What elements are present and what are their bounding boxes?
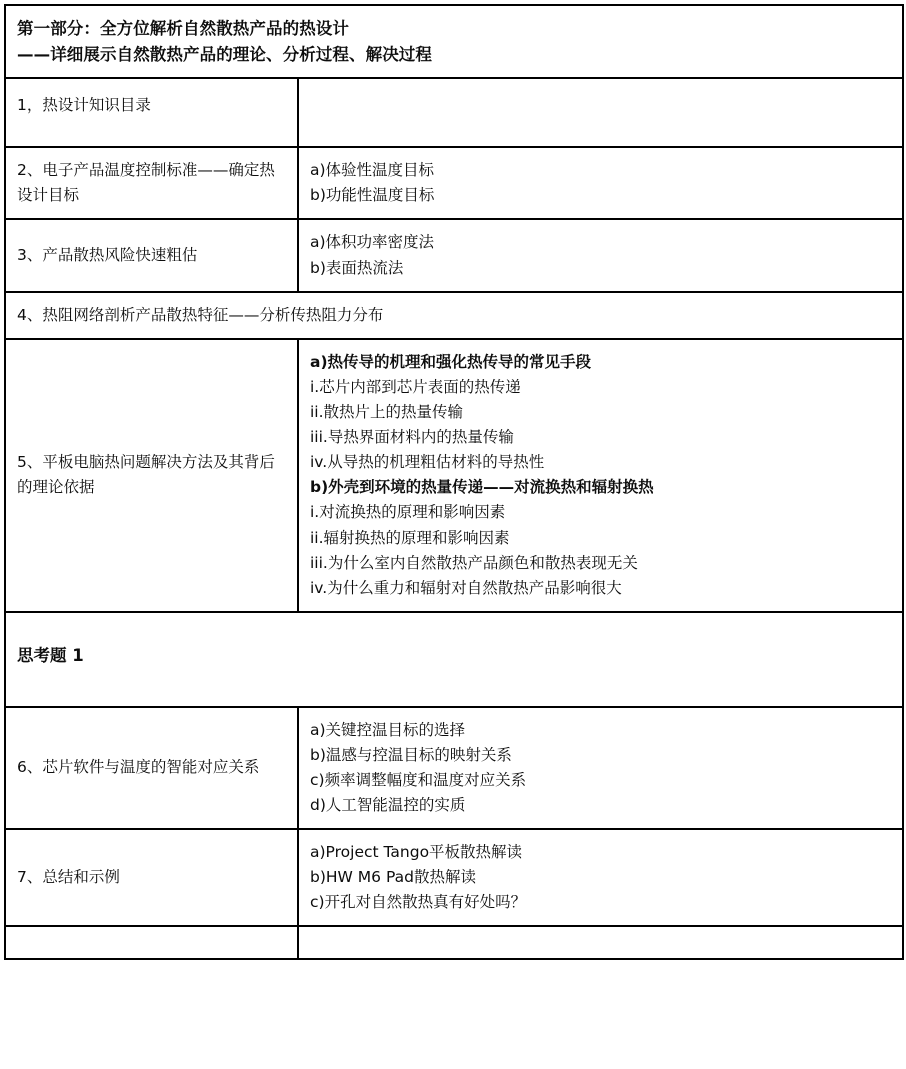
outline-item-label	[5, 926, 298, 959]
outline-item-label-text: 1，热设计知识目录	[17, 96, 151, 115]
outline-item-details	[298, 147, 903, 219]
outline-item-label-text: 3、产品散热风险快速粗估	[17, 246, 198, 264]
sub-item-list	[310, 718, 892, 818]
list-item: c)开孔对自然散热真有好处吗？	[310, 893, 527, 912]
sub-item-list	[310, 158, 892, 208]
outline-item-details	[298, 707, 903, 829]
sub-item-list	[310, 350, 892, 601]
page-title	[17, 16, 892, 67]
outline-item-label-text: 7、总结和示例	[17, 868, 120, 887]
list-item: b)功能性温度目标	[310, 186, 435, 205]
table-row	[5, 147, 903, 219]
list-item: b)温感与控温目标的映射关系	[310, 745, 512, 764]
outline-item-label-text: 5、平板电脑热问题解决方法及其背后的理论依据	[17, 453, 275, 497]
list-item: ii.散热片上的热量传输	[310, 403, 464, 421]
list-item: iv.为什么重力和辐射对自然散热产品影响很大	[310, 578, 622, 597]
title-line-main: 第一部分：全方位解析自然散热产品的热设计	[17, 19, 349, 38]
outline-item-details	[298, 926, 903, 959]
table-row	[5, 292, 903, 339]
outline-item-label	[5, 78, 298, 147]
outline-body	[5, 5, 903, 959]
outline-item-label-text: 6、芯片软件与温度的智能对应关系	[17, 758, 260, 777]
list-item: ii.辐射换热的原理和影响因素	[310, 528, 510, 547]
outline-item-label-text: 2、电子产品温度控制标准——确定热设计目标	[17, 161, 275, 205]
list-item: a)热传导的机理和强化热传导的常见手段	[310, 352, 592, 371]
list-item: c)频率调整幅度和温度对应关系	[310, 770, 527, 789]
section-heading-cell	[5, 612, 903, 707]
table-row	[5, 829, 903, 926]
table-row-clipped	[5, 926, 903, 959]
outline-item-label	[5, 829, 298, 926]
outline-item-details	[298, 219, 903, 291]
list-item: a)体验性温度目标	[310, 161, 435, 180]
outline-item-label	[5, 707, 298, 829]
outline-item-details	[298, 78, 903, 147]
list-item: b)外壳到环境的热量传递——对流换热和辐射换热	[310, 478, 654, 497]
outline-item-label	[5, 219, 298, 291]
title-row	[5, 5, 903, 78]
outline-item-details	[298, 339, 903, 612]
list-item: a)体积功率密度法	[310, 233, 435, 252]
outline-item-label-text: 4、热阻网络剖析产品散热特征——分析传热阻力分布	[17, 305, 384, 324]
list-item: iii.导热界面材料内的热量传输	[310, 428, 514, 447]
table-row	[5, 78, 903, 147]
list-item: b)HW M6 Pad散热解读	[310, 868, 476, 887]
course-outline-table	[4, 4, 904, 960]
table-row	[5, 219, 903, 291]
sub-item-list	[310, 840, 892, 915]
list-item: a)关键控温目标的选择	[310, 720, 466, 739]
list-item: b)表面热流法	[310, 258, 404, 277]
table-row	[5, 707, 903, 829]
sub-item-list	[310, 230, 892, 280]
section-heading-text: 思考题 1	[17, 645, 84, 665]
list-item: iii.为什么室内自然散热产品颜色和散热表现无关	[310, 553, 638, 572]
outline-item-details	[298, 829, 903, 926]
document-title-cell	[5, 5, 903, 78]
outline-item-label	[5, 292, 903, 339]
list-item: i.芯片内部到芯片表面的热传递	[310, 377, 521, 396]
outline-item-label	[5, 147, 298, 219]
list-item: d)人工智能温控的实质	[310, 795, 466, 814]
title-line-subtitle: ——详细展示自然散热产品的理论、分析过程、解决过程	[17, 44, 432, 64]
list-item: iv.从导热的机理粗估材料的导热性	[310, 453, 545, 472]
list-item: a)Project Tango平板散热解读	[310, 843, 523, 862]
outline-item-label	[5, 339, 298, 612]
table-row	[5, 612, 903, 707]
list-item: i.对流换热的原理和影响因素	[310, 503, 506, 522]
table-row	[5, 339, 903, 612]
